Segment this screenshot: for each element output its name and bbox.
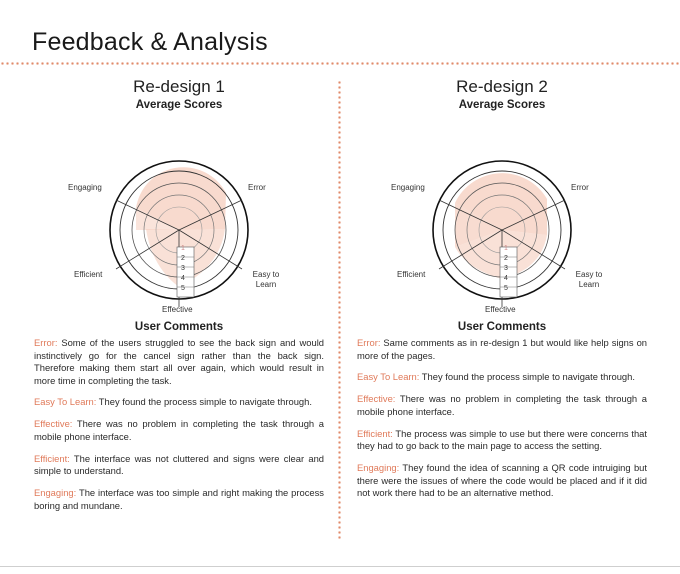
comment <box>34 337 324 387</box>
redesign-1-comments <box>34 337 324 512</box>
comment <box>34 396 324 409</box>
page-title: Feedback & Analysis <box>32 28 268 56</box>
scale-label-1: 1 <box>504 245 508 252</box>
comment-label: Effective: <box>34 418 73 430</box>
axis-label-engaging: Engaging <box>68 183 102 192</box>
score-area-left <box>146 229 179 287</box>
scale-box <box>177 247 194 297</box>
axis-label-easy: Easy to Learn <box>575 270 603 289</box>
redesign-2-title: Re-design 2 <box>456 77 548 96</box>
comment-text: The process was simple to use but there were concerns that they had to go back to the main page to access the setting. <box>357 427 647 452</box>
comment-label: Effective: <box>357 393 396 405</box>
comment <box>357 428 647 453</box>
axis-label-efficient: Efficient <box>74 270 103 279</box>
axis-label-error: Error <box>248 183 266 192</box>
comment-label: Easy To Learn: <box>357 371 420 383</box>
axis-label-easy: Easy to Learn <box>252 270 280 289</box>
redesign-1-column <box>34 76 324 521</box>
comment <box>34 487 324 512</box>
comment-label: Efficient: <box>357 427 393 439</box>
scale-box <box>500 247 517 297</box>
comment-label: Engaging: <box>357 462 400 474</box>
comment <box>357 371 647 384</box>
redesign-2-radar-chart <box>357 127 647 314</box>
column-divider <box>338 80 341 540</box>
comment-text: Same comments as in re-design 1 but would like help signs on more of the pages. <box>357 337 647 361</box>
comment-text: There was no problem in completing the task through a mobile phone interface. <box>357 393 647 417</box>
comment-text: They found the process simple to navigate through. <box>419 371 635 383</box>
scale-label-4: 4 <box>504 275 508 282</box>
header-divider <box>0 62 680 65</box>
scale-label-5: 5 <box>504 285 508 292</box>
comment-text: They found the idea of scanning a QR code intruiging but there were the issues of where the code would be placed and if it did not work there had to be an alternative method. <box>357 462 647 499</box>
comment-label: Engaging: <box>34 487 77 499</box>
comment-label: Error: <box>34 337 58 348</box>
scale-label-4: 4 <box>181 275 185 282</box>
comment-text: The interface was not cluttered and signs were clear and simple to understand. <box>34 452 324 477</box>
redesign-1-radar-chart <box>34 127 324 314</box>
scale-label-3: 3 <box>181 265 185 272</box>
redesign-2-comments <box>357 337 647 500</box>
comment-text: The interface was too simple and right making the process boring and mundane. <box>34 487 324 511</box>
scale-label-1: 1 <box>181 245 185 252</box>
comment <box>34 453 324 478</box>
scale-label-2: 2 <box>181 255 185 262</box>
axis-label-effective: Effective <box>162 305 193 314</box>
comment-label: Efficient: <box>34 452 70 464</box>
redesign-1-comments-title: User Comments <box>134 321 224 333</box>
axis-label-effective: Effective <box>485 305 516 314</box>
comment-text: They found the process simple to navigate through. <box>96 396 312 408</box>
axis-label-efficient: Efficient <box>397 270 426 279</box>
axis-label-engaging: Engaging <box>391 183 425 192</box>
comment-text: There was no problem in completing the task through a mobile phone interface. <box>34 418 324 442</box>
comment <box>357 393 647 418</box>
comment <box>357 337 647 362</box>
redesign-1-title: Re-design 1 <box>133 77 225 96</box>
redesign-2-comments-title: User Comments <box>457 321 547 333</box>
scale-label-3: 3 <box>504 265 508 272</box>
redesign-2-column <box>357 76 647 509</box>
scale-label-5: 5 <box>181 285 185 292</box>
comment-label: Error: <box>357 337 381 348</box>
comment-text: Some of the users struggled to see the back sign and would instinctively go for the cancel sign rather than the back sign. Therefore making them start all over again, which would result in more time in completing the task. <box>34 337 324 386</box>
redesign-2-subtitle: Average Scores <box>458 99 546 111</box>
redesign-1-subtitle: Average Scores <box>135 99 223 111</box>
comment-label: Easy To Learn: <box>34 396 97 408</box>
axis-label-error: Error <box>571 183 589 192</box>
comment <box>357 462 647 500</box>
comment <box>34 418 324 443</box>
footer-divider <box>0 566 680 567</box>
scale-label-2: 2 <box>504 255 508 262</box>
